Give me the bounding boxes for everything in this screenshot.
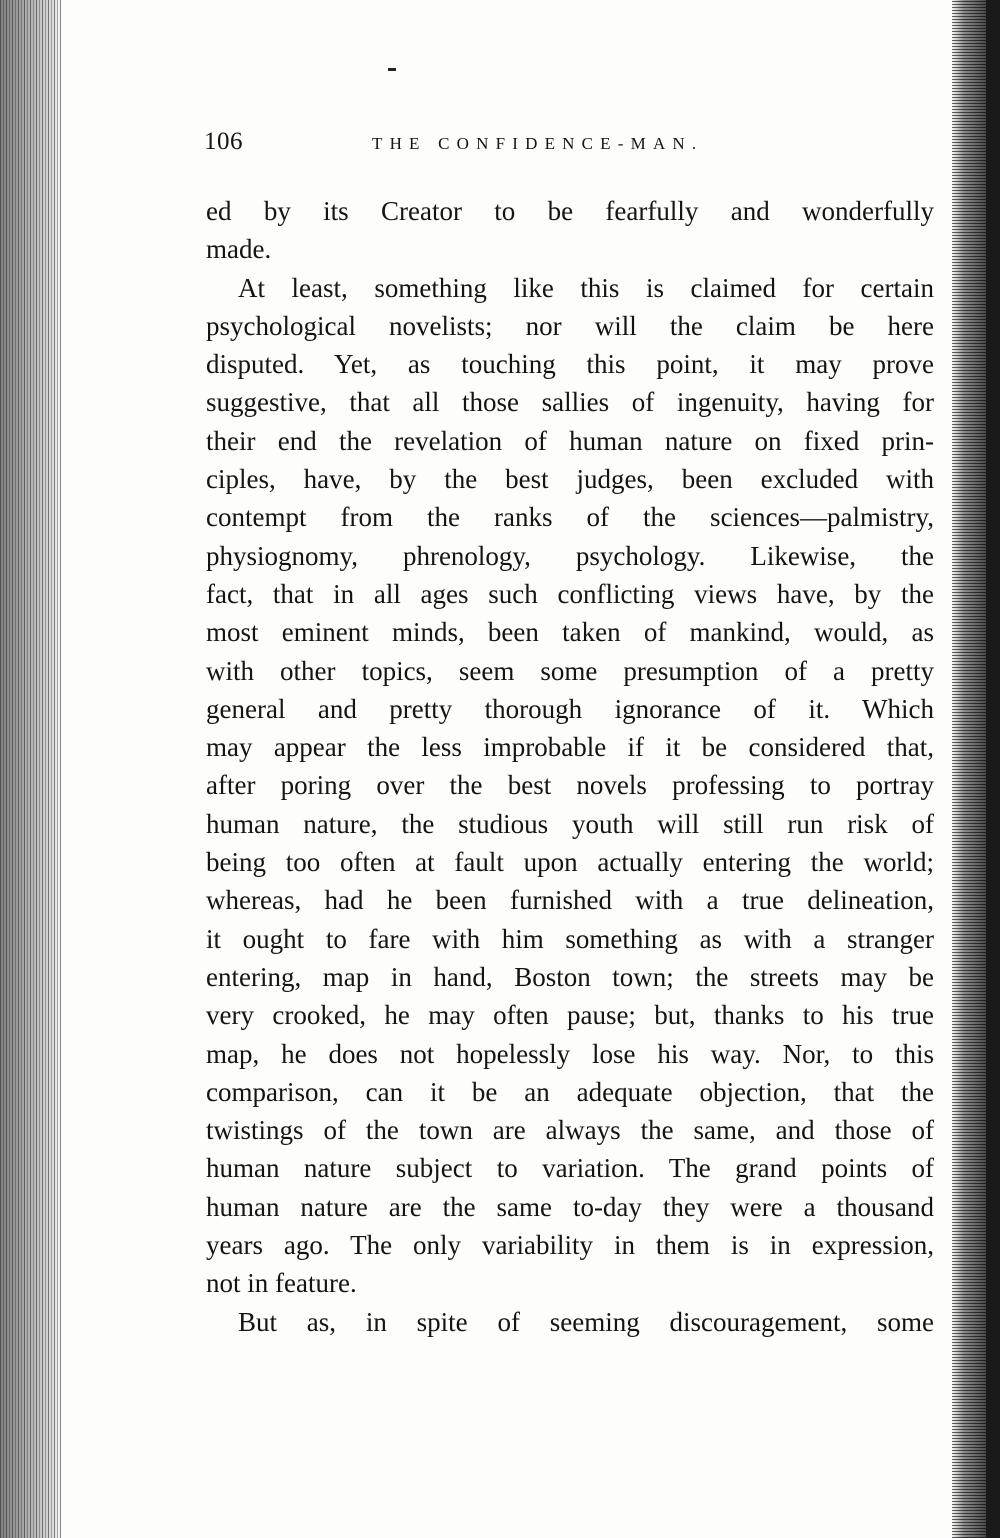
text-line: ed by its Creator to be fearfully and wonderfully — [206, 196, 934, 226]
text-line: entering, map in hand, Boston town; the streets may be — [206, 961, 934, 992]
text-line: it ought to fare with him something as with a stranger — [206, 923, 934, 954]
text-line: map, he does not hopelessly lose his way. Nor, to this — [206, 1038, 934, 1069]
running-title: THE CONFIDENCE-MAN. — [372, 134, 704, 153]
text-line: physiognomy, phrenology, psychology. Likewise, the — [206, 540, 934, 571]
text-line: suggestive, that all those sallies of ingenuity, having for — [206, 387, 934, 418]
text-line: fact, that in all ages such conflicting views have, by the — [206, 578, 934, 609]
text-line: human nature subject to variation. The grand points of — [206, 1153, 934, 1184]
text-line: very crooked, he may often pause; but, thanks to his true — [206, 1000, 934, 1031]
text-line: may appear the less improbable if it be considered that, — [206, 732, 934, 763]
text-line: comparison, can it be an adequate objection, that the — [206, 1076, 934, 1107]
page-number: 106 — [204, 128, 243, 155]
text-line: whereas, had he been furnished with a true delineation, — [206, 885, 934, 916]
text-line: psychological novelists; nor will the claim be here — [206, 310, 934, 341]
text-line: ciples, have, by the best judges, been excluded with — [206, 464, 934, 495]
text-line: years ago. The only variability in them is in expression, — [206, 1230, 934, 1261]
running-head — [204, 128, 924, 164]
text-line: most eminent minds, been taken of mankind, would, as — [206, 617, 934, 648]
text-line: At least, something like this is claimed for certain — [238, 272, 934, 303]
text-line: human nature, the studious youth will still run risk of — [206, 808, 934, 839]
ink-mark — [388, 68, 396, 71]
book-gutter — [0, 0, 62, 1538]
text-line: made. — [206, 234, 272, 265]
text-line: being too often at fault upon actually entering the world; — [206, 847, 934, 878]
text-line: contempt from the ranks of the sciences—palmistry, — [206, 502, 934, 533]
body-text — [206, 192, 934, 1341]
text-line: human nature are the same to-day they were a thousand — [206, 1191, 934, 1222]
page-edge-shadow — [986, 0, 1000, 1538]
text-line: But as, in spite of seeming discouragement, some — [238, 1306, 934, 1337]
text-line: twistings of the town are always the same, and those of — [206, 1115, 934, 1146]
text-line: disputed. Yet, as touching this point, it may prove — [206, 349, 934, 380]
text-line: general and pretty thorough ignorance of it. Which — [206, 693, 934, 724]
text-line: not in feature. — [206, 1268, 357, 1299]
text-line: with other topics, seem some presumption of a pretty — [206, 655, 934, 686]
text-line: their end the revelation of human nature on fixed prin- — [206, 425, 934, 456]
text-line: after poring over the best novels professing to portray — [206, 770, 934, 801]
